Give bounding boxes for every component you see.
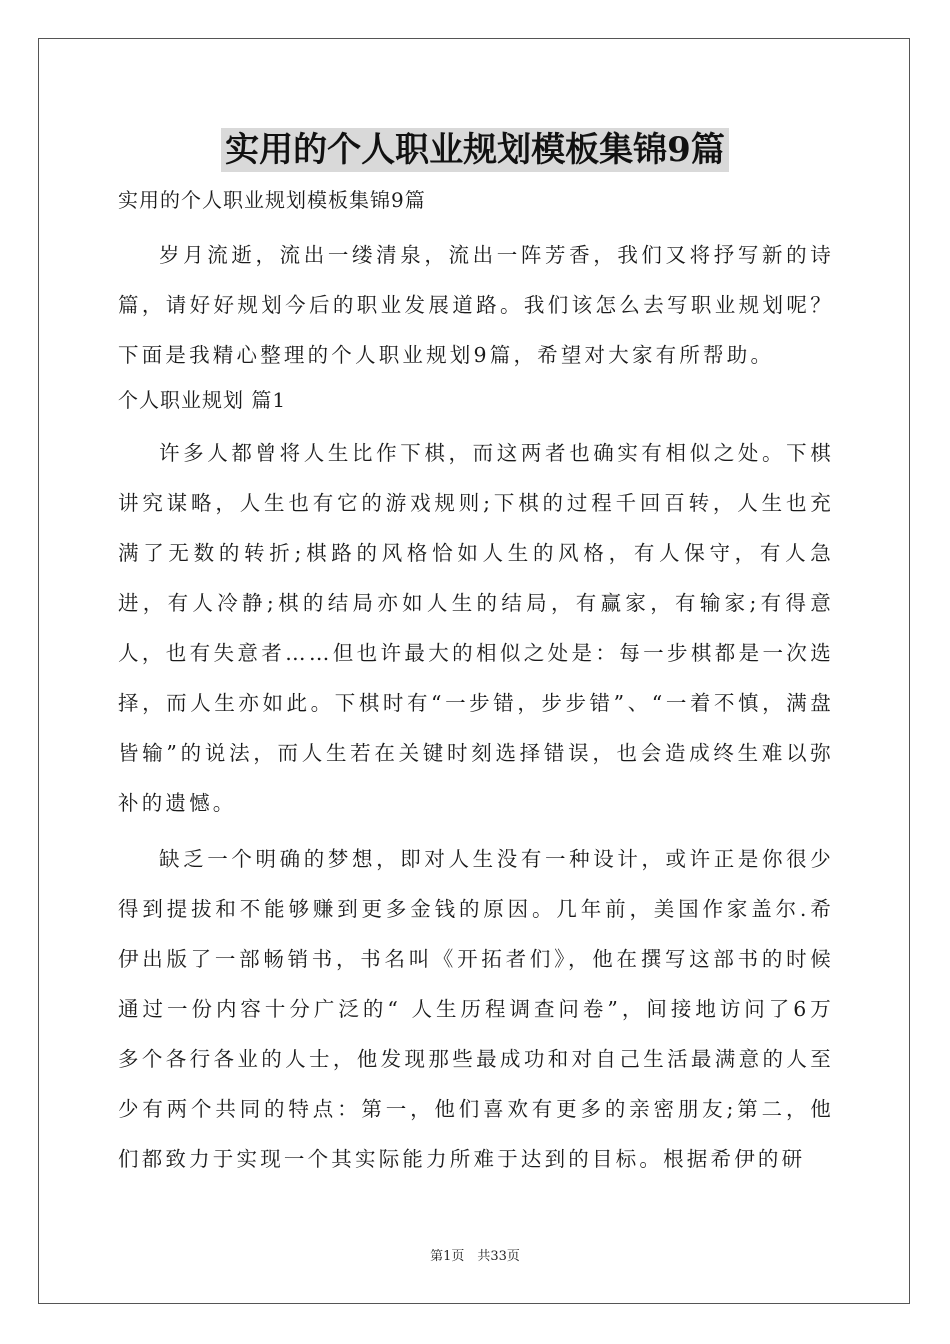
page-footer: 第1页 共33页 [430,1249,520,1264]
body-paragraph-1: 许多人都曾将人生比作下棋，而这两者也确实有相似之处。下棋讲究谋略，人生也有它的游戏规则;下棋的过程千回百转，人生也充满了无数的转折;棋路的风格恰如人生的风格，有人保守，有人急进，有人冷静;棋的结局亦如人生的结局，有赢家，有输家;有得意人，也有失意者……但也许最大的相似之处是：每一步棋都是一次选择，而人生亦如此。下棋时有“一步错，步步错”、“一着不慎，满盘皆输”的说法，而人生若在关键时刻选择错误，也会造成终生难以弥补的遗憾。 [118,441,834,815]
body-paragraph-2: 缺乏一个明确的梦想，即对人生没有一种设计，或许正是你很少得到提拔和不能够赚到更多金钱的原因。几年前，美国作家盖尔.希伊出版了一部畅销书，书名叫《开拓者们》，他在撰写这部书的时候通过一份内容十分广泛的“ 人生历程调查问卷”，间接地访问了6万多个各行各业的人士，他发现那些最成功和对自己生活最满意的人至少有两个共同的特点：第一，他们喜欢有更多的亲密朋友;第二，他们都致力于实现一个其实际能力所难于达到的目标。根据希伊的研 [118,847,834,1171]
document-subtitle: 实用的个人职业规划模板集锦9篇 [118,188,426,212]
title-container [0,128,950,172]
section-heading: 个人职业规划 篇1 [118,388,287,412]
intro-paragraph: 岁月流逝，流出一缕清泉，流出一阵芳香，我们又将抒写新的诗篇，请好好规划今后的职业发展道路。我们该怎么去写职业规划呢？下面是我精心整理的个人职业规划9篇，希望对大家有所帮助。 [118,243,834,367]
document-body [118,180,834,1184]
document-title: 实用的个人职业规划模板集锦9篇 [221,128,729,172]
